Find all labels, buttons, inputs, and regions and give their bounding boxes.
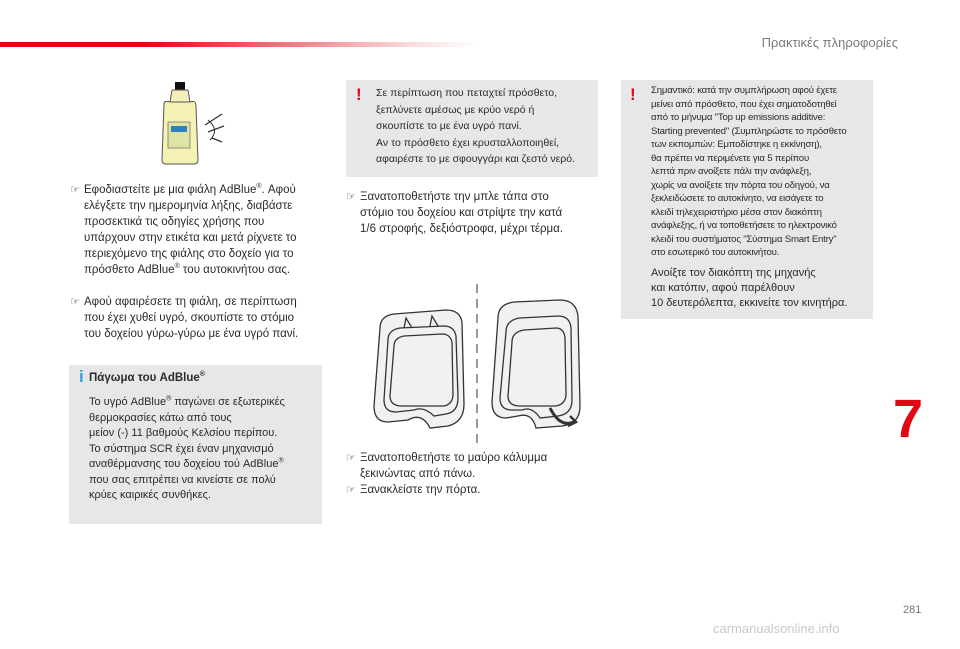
warning-box-restart: [621, 80, 873, 319]
warning-box-text: Σε περίπτωση που πεταχτεί πρόσθετο, ξεπλύνετε αμέσως με κρύο νερό ή σκουπίστε το με ένα υγρό πανί. Αν το πρόσθετο έχει κρυσταλλοποιηθεί, αφαιρέστε το με σφουγγάρι και ζεστό νερό.: [376, 87, 576, 165]
warning-restart-large-text: Ανοίξτε τον διακόπτη της μηχανής και κατόπιν, αφού παρέλθουν 10 δευτερόλεπτα, εκκινείτε τον κινητήρα.: [651, 267, 848, 309]
filler-cover-illustration: [360, 282, 595, 450]
bullet-icon: ☞: [70, 296, 80, 308]
warning-icon: !: [630, 85, 636, 104]
header-accent-bar: [0, 42, 480, 47]
watermark: carmanualsonline.info: [713, 621, 840, 636]
step-cap-paragraph: ☞ Ξανατοποθετήστε την μπλε τάπα στο στόμιο του δοχείου και στρίψτε την κατά 1/6 στροφής, δεξιόστροφα, μέχρι τέρμα.: [346, 191, 564, 235]
info-box-title: Πάγωμα του AdBlue®: [89, 371, 205, 384]
section-title: Πρακτικές πληροφορίες: [761, 35, 898, 50]
warning-icon: !: [356, 85, 362, 104]
bullet-icon: ☞: [70, 184, 80, 196]
chapter-number: 7: [893, 389, 924, 449]
bullet-icon: ☞: [346, 452, 356, 464]
bullet-icon: ☞: [346, 484, 356, 496]
page-number: 281: [903, 604, 922, 616]
adblue-bottle-illustration: [150, 80, 240, 170]
info-box-text: Το υγρό AdBlue® παγώνει σε εξωτερικές θερμοκρασίες κάτω από τους μείον (-) 11 βαθμούς Κελσίου περίπου. Το σύστημα SCR έχει έναν μηχανισμό αναθέρμανσης του δοχείου τού AdBlue® που σας επιτρέπει να κινείστε σε πολύ κρύες καιρικές συνθήκες.: [89, 395, 285, 501]
bullet-icon: ☞: [346, 191, 356, 203]
info-box-adblue-freezing: [69, 365, 322, 524]
step-fill-paragraph: ☞ Εφοδιαστείτε με μια φιάλη AdBlue®. Αφού ελέγξετε την ημερομηνία λήξης, διαβάστε προσεκτικά τις οδηγίες χρήσης που υπάρχουν στην ετικέτα και μετά ρίχνετε το περιεχόμενο της φιάλης στο δοχείο για το πρόσθετο AdBlue® του αυτοκινήτου σας.: [70, 183, 297, 276]
step-wipe-paragraph: ☞ Αφού αφαιρέσετε τη φιάλη, σε περίπτωση που έχει χυθεί υγρό, σκουπίστε το στόμιο του δοχείου γύρω-γύρω με ένα υγρό πανί.: [70, 296, 299, 340]
warning-restart-small-text: Σημαντικό: κατά την συμπλήρωση αφού έχετε μείνει από πρόσθετο, που έχει σηματοδοτηθεί από το μήνυμα "Top up emissions additive: Starting prevented" (Συμπληρώστε το πρόσθετο των εκπομπών: Εμποδίστηκε η εκκίνηση), θα πρέπει να περιμένετε για 5 περίπου λεπτά πριν ανοίξετε πάλι την ανάφλεξη, χωρίς να ανοίξετε την πόρτα του οδηγού, να ξεκλειδώσετε το αυτοκίνητο, να εισάγετε το κλειδί τηλεχειριστήριο μέσα στον διακόπτη ανάφλεξης, ή να τοποθετήσετε το ηλεκτρονικό κλειδί του συστήματος "Σύστημα Smart Entry" στο εσωτερικό του αυτοκινήτου.: [651, 85, 847, 258]
step-cover-paragraph: ☞ Ξανατοποθετήστε το μαύρο κάλυμμα ξεκινώντας από πάνω. ☞ Ξανακλείστε την πόρτα.: [346, 452, 548, 496]
info-icon: i: [79, 367, 84, 386]
warning-box-spill: [346, 80, 598, 177]
